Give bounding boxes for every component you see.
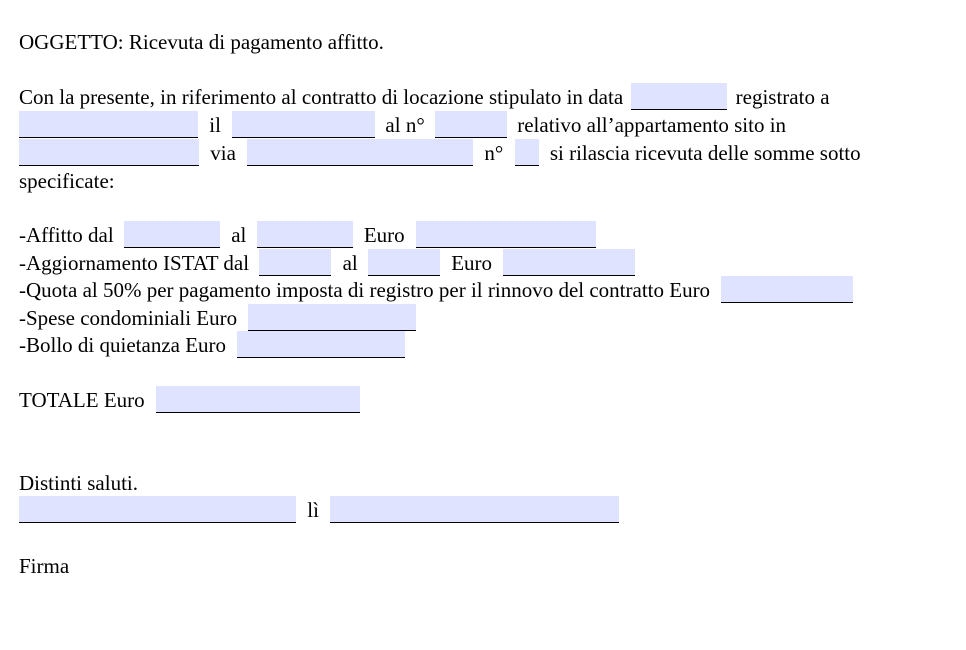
stamp-duty-amount-field[interactable] bbox=[237, 331, 405, 358]
greeting-line bbox=[19, 469, 138, 497]
total-amount-field[interactable] bbox=[156, 386, 360, 413]
istat-to-field[interactable] bbox=[368, 249, 440, 276]
rent-from-field[interactable] bbox=[124, 221, 220, 248]
registered-at-label: registrato a bbox=[735, 85, 830, 109]
istat-line bbox=[19, 249, 635, 277]
condo-fees-line bbox=[19, 304, 416, 332]
al-n-label: al n° bbox=[385, 113, 425, 137]
il-label: il bbox=[209, 113, 221, 137]
subject-line bbox=[19, 28, 384, 56]
apartment-label: relativo all’appartamento sito in bbox=[517, 113, 787, 137]
city-field[interactable] bbox=[19, 139, 199, 166]
street-field[interactable] bbox=[247, 139, 473, 166]
total-label: TOTALE Euro bbox=[19, 388, 145, 412]
street-number-label: n° bbox=[484, 141, 504, 165]
intro-line-2 bbox=[19, 111, 786, 139]
date-field[interactable] bbox=[330, 496, 619, 523]
condo-fees-amount-field[interactable] bbox=[248, 304, 416, 331]
intro-line-4 bbox=[19, 167, 115, 195]
signature-label: Firma bbox=[19, 554, 70, 578]
contract-date-field[interactable] bbox=[631, 83, 727, 110]
greeting-text: Distinti saluti. bbox=[19, 471, 139, 495]
rent-to-label: al bbox=[231, 223, 247, 247]
specified-text: specificate: bbox=[19, 169, 115, 193]
place-date-line bbox=[19, 496, 619, 524]
quota-amount-field[interactable] bbox=[721, 276, 853, 303]
place-field[interactable] bbox=[19, 496, 296, 523]
registration-date-field[interactable] bbox=[232, 111, 375, 138]
condo-fees-label: -Spese condominiali Euro bbox=[19, 306, 238, 330]
istat-from-field[interactable] bbox=[259, 249, 331, 276]
stamp-duty-line bbox=[19, 331, 405, 359]
rent-to-field[interactable] bbox=[257, 221, 353, 248]
istat-euro-label: Euro bbox=[451, 251, 493, 275]
registration-office-field[interactable] bbox=[19, 111, 198, 138]
intro-text: Con la presente, in riferimento al contratto di locazione stipulato in data bbox=[19, 85, 624, 109]
receipt-text: si rilascia ricevuta delle somme sotto bbox=[549, 141, 861, 165]
li-label: lì bbox=[307, 498, 319, 522]
istat-to-label: al bbox=[342, 251, 358, 275]
rent-euro-label: Euro bbox=[363, 223, 405, 247]
rent-amount-field[interactable] bbox=[416, 221, 596, 248]
istat-from-label: -Aggiornamento ISTAT dal bbox=[19, 251, 250, 275]
quota-label: -Quota al 50% per pagamento imposta di registro per il rinnovo del contratto Euro bbox=[19, 278, 711, 302]
signature-line bbox=[19, 552, 69, 580]
via-label: via bbox=[210, 141, 236, 165]
rent-from-label: -Affitto dal bbox=[19, 223, 114, 247]
street-number-field[interactable] bbox=[515, 139, 539, 166]
rent-line bbox=[19, 221, 596, 249]
intro-line-1 bbox=[19, 83, 830, 111]
subject-text: OGGETTO: Ricevuta di pagamento affitto. bbox=[19, 30, 384, 54]
registration-number-field[interactable] bbox=[435, 111, 507, 138]
intro-line-3 bbox=[19, 139, 861, 167]
quota-line bbox=[19, 276, 853, 304]
stamp-duty-label: -Bollo di quietanza Euro bbox=[19, 333, 227, 357]
istat-amount-field[interactable] bbox=[503, 249, 635, 276]
total-line bbox=[19, 386, 360, 414]
